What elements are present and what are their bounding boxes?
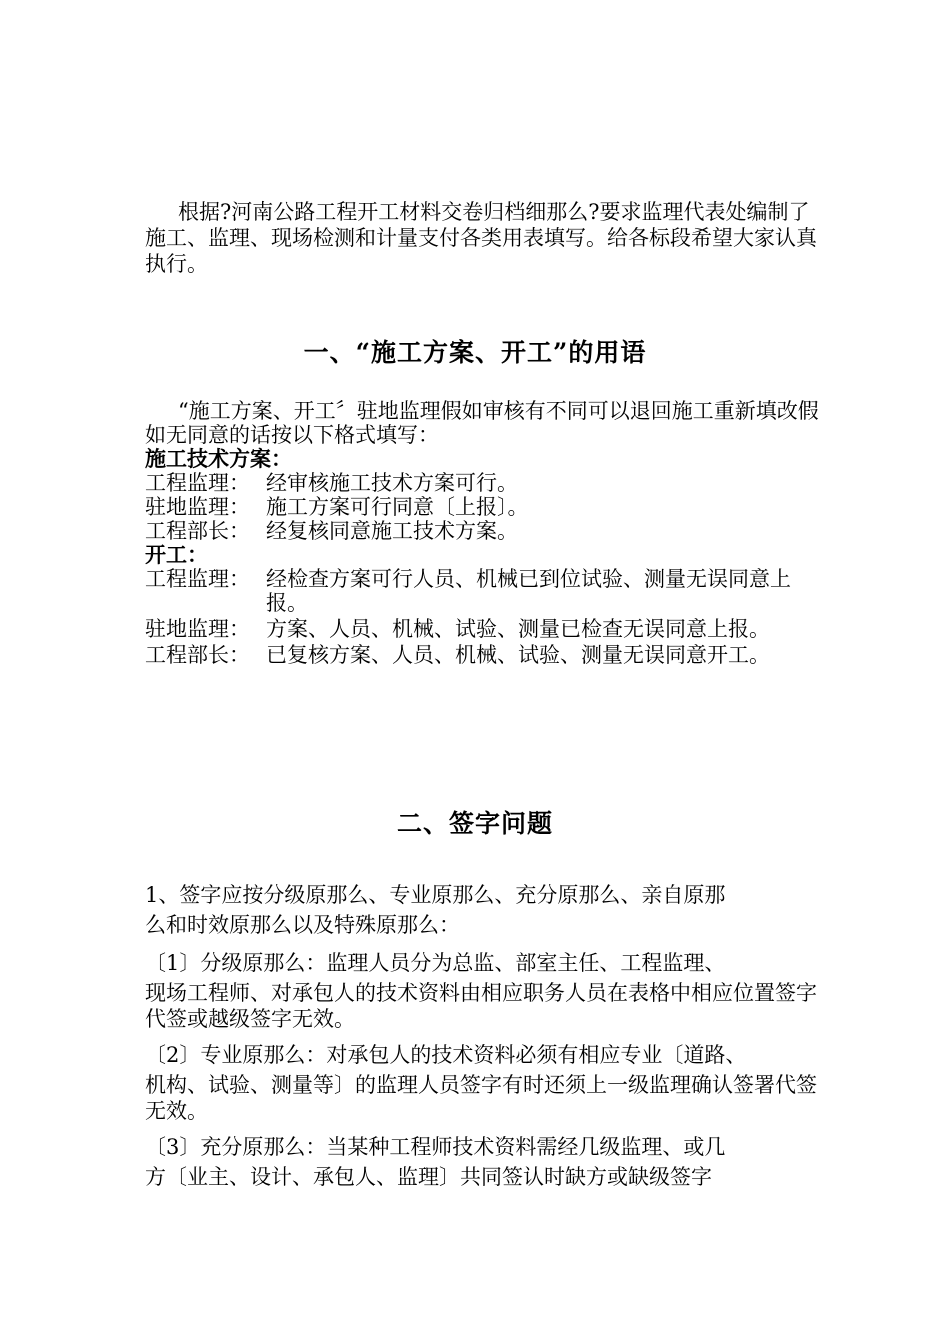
plan-role: 驻地监理：	[145, 495, 250, 519]
principle-item-2-continuation: 机构、试验、测量等〕的监理人员签字有时还须上一级监理确认签署代签无效。	[145, 1073, 817, 1123]
section1-body	[145, 399, 825, 669]
section2-body	[145, 880, 825, 1196]
principle-item-2	[145, 1038, 825, 1124]
section1-lead: “施工方案、开工〞驻地监理假如审核有不同可以退回施工重新填改假如无同意的话按以下格式填写：	[145, 399, 819, 447]
section1-heading: 一、“施工方案、开工”的用语	[303, 338, 647, 367]
section2-heading: 二、签字问题	[396, 809, 553, 838]
start-text: 已复核方案、人员、机械、试验、测量无误同意开工。	[266, 643, 770, 667]
principle-item-3-first-line: 〔3〕充分原那么：当某种工程师技术资料需经几级监理、或几	[145, 1135, 726, 1159]
intro-paragraph: 根据?河南公路工程开工材料交卷归档细那么?要求监理代表处编制了施工、监理、现场检测和计量支付各类用表填写。给各标段希望大家认真执行。	[145, 200, 817, 276]
plan-text: 经审核施工技术方案可行。	[266, 471, 518, 495]
start-text: 经检查方案可行人员、机械已到位试验、测量无误同意上报。	[266, 567, 791, 615]
principle-item-3-continuation: 方〔业主、设计、承包人、监理〕共同签认时缺方或缺级签字	[145, 1165, 712, 1189]
start-role: 工程监理：	[145, 567, 250, 591]
start-row-resident	[145, 617, 825, 641]
plan-row-engineer	[145, 471, 825, 495]
intro-paragraph-block	[145, 199, 825, 277]
start-title: 开工：	[145, 542, 208, 567]
plan-row-minister	[145, 519, 825, 543]
principle-item-1	[145, 946, 825, 1032]
start-role: 工程部长：	[145, 643, 250, 667]
principle-item-3	[145, 1130, 825, 1190]
start-row-minister	[145, 643, 825, 667]
signing-principles-line2: 么和时效原那么以及特殊原那么：	[145, 913, 460, 937]
principle-item-1-first-line: 〔1〕分级原那么：监理人员分为总监、部室主任、工程监理、	[145, 951, 726, 975]
plan-title: 施工技术方案：	[145, 446, 292, 471]
principle-item-2-first-line: 〔2〕专业原那么：对承包人的技术资料必须有相应专业〔道路、	[145, 1043, 747, 1067]
start-text: 方案、人员、机械、试验、测量已检查无误同意上报。	[266, 617, 770, 641]
signing-principles-paragraph	[145, 880, 825, 940]
principle-item-1-continuation: 现场工程师、对承包人的技术资料由相应职务人员在表格中相应位置签字代签或越级签字无效。	[145, 981, 817, 1031]
signing-principles-line1: 1、签字应按分级原那么、专业原那么、充分原那么、亲自原那	[145, 883, 726, 907]
start-role: 驻地监理：	[145, 617, 250, 641]
plan-text: 经复核同意施工技术方案。	[266, 519, 518, 543]
start-row-engineer	[145, 567, 825, 615]
plan-role: 工程监理：	[145, 471, 250, 495]
plan-text: 施工方案可行同意〔上报〕。	[266, 495, 529, 519]
plan-row-resident	[145, 495, 825, 519]
plan-role: 工程部长：	[145, 519, 250, 543]
